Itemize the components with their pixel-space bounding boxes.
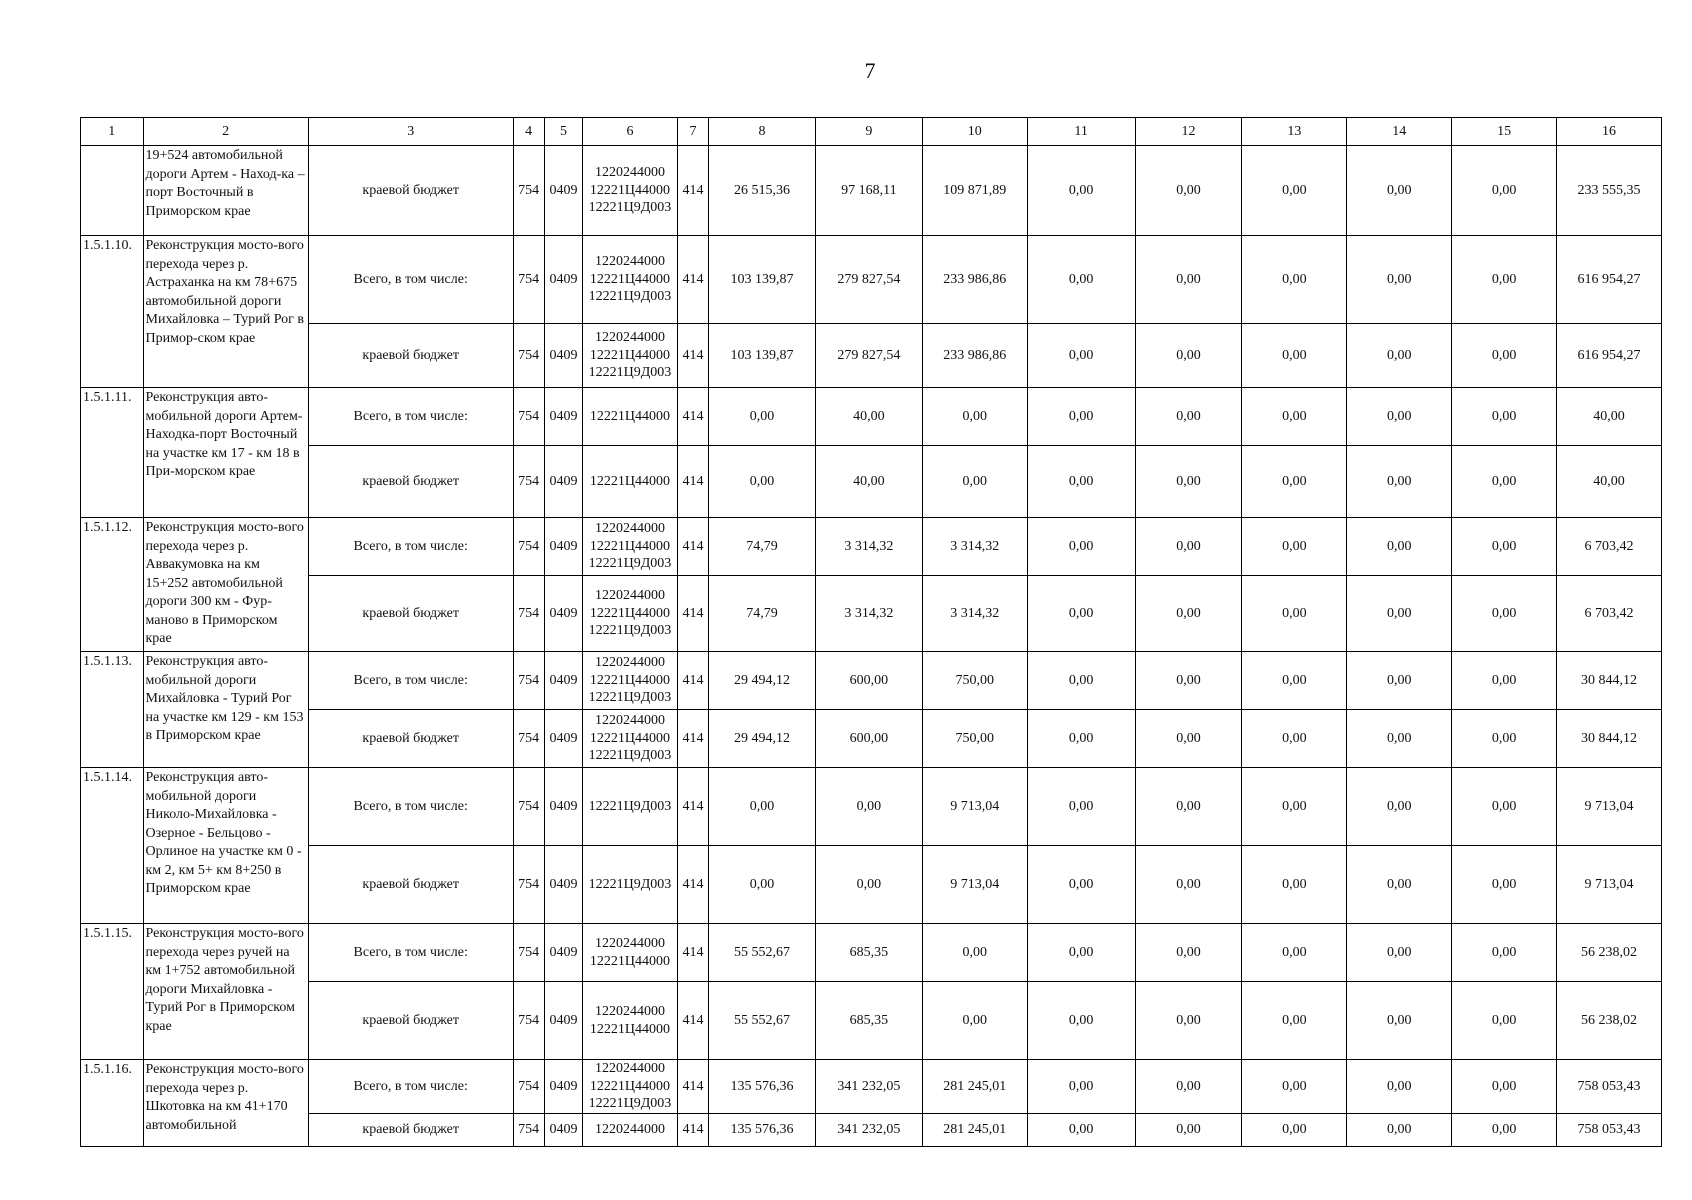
code-cell: 0409 [544,846,582,924]
value-cell: 0,00 [1452,1060,1557,1114]
kbk-cell [583,146,678,236]
funding-source: краевой бюджет [308,146,513,236]
column-header: 15 [1452,118,1557,146]
header-row [81,118,1662,146]
kbk-code: 12221Ц44000 [589,538,671,554]
table-row [81,768,1662,846]
kbk-cell [583,846,678,924]
table-row [81,924,1662,982]
code-cell: 754 [513,1113,544,1146]
value-cell: 29 494,12 [709,710,816,768]
kbk-code: 12221Ц44000 [589,347,671,363]
code-cell: 754 [513,446,544,518]
kbk-code: 12221Ц9Д003 [588,876,672,892]
value-cell: 0,00 [1027,768,1135,846]
value-cell: 0,00 [815,768,922,846]
item-name: Реконструкция авто-мобильной дороги Николо-Михайловка - Озерное - Бельцово - Орлиное на участке км 0 - км 2, км 5+ км 8+250 в Приморском крае [143,768,308,924]
table-row [81,146,1662,236]
code-cell: 754 [513,388,544,446]
code-cell: 754 [513,576,544,652]
value-cell: 0,00 [1135,236,1242,324]
value-cell: 0,00 [1347,324,1452,388]
item-name: Реконструкция мосто-вого перехода через р. Аввакумовка на км 15+252 автомобильной дороги 300 км - Фур-маново в Приморском крае [143,518,308,652]
column-header: 12 [1135,118,1242,146]
value-cell: 0,00 [709,768,816,846]
value-cell: 6 703,42 [1557,518,1662,576]
code-cell: 414 [677,1060,708,1114]
value-cell: 0,00 [1452,710,1557,768]
funding-source: краевой бюджет [308,710,513,768]
value-cell: 0,00 [1242,1113,1347,1146]
item-name: Реконструкция мосто-вого перехода через ручей на км 1+752 автомобильной дороги Михайловка - Турий Рог в Приморском крае [143,924,308,1060]
value-cell: 103 139,87 [709,236,816,324]
value-cell: 685,35 [815,924,922,982]
value-cell: 0,00 [1452,576,1557,652]
table-row [81,710,1662,768]
value-cell: 233 986,86 [922,324,1027,388]
kbk-code: 1220244000 [594,521,665,537]
value-cell: 40,00 [815,388,922,446]
code-cell: 0409 [544,982,582,1060]
kbk-code: 12221Ц9Д003 [588,798,672,814]
value-cell: 0,00 [1027,846,1135,924]
item-number: 1.5.1.12. [81,518,144,652]
value-cell: 616 954,27 [1557,236,1662,324]
value-cell: 0,00 [1242,446,1347,518]
code-cell: 0409 [544,324,582,388]
kbk-code: 1220244000 [594,1004,665,1019]
page-number: 7 [864,58,876,83]
value-cell: 0,00 [1347,652,1452,710]
value-cell: 0,00 [1135,652,1242,710]
kbk-code: 12221Ц44000 [589,1021,671,1037]
value-cell: 0,00 [1347,446,1452,518]
value-cell: 103 139,87 [709,324,816,388]
code-cell: 414 [677,768,708,846]
kbk-code: 12221Ц9Д003 [588,556,672,572]
value-cell: 3 314,32 [922,576,1027,652]
value-cell: 758 053,43 [1557,1113,1662,1146]
table-body [81,118,1662,1147]
value-cell: 0,00 [1027,1113,1135,1146]
value-cell: 341 232,05 [815,1113,922,1146]
value-cell: 9 713,04 [922,768,1027,846]
value-cell: 0,00 [1242,982,1347,1060]
column-header: 8 [709,118,816,146]
value-cell: 40,00 [1557,446,1662,518]
funding-source: краевой бюджет [308,446,513,518]
value-cell: 750,00 [922,710,1027,768]
item-number: 1.5.1.16. [81,1060,144,1147]
kbk-code: 1220244000 [594,330,665,346]
value-cell: 0,00 [1027,1060,1135,1114]
value-cell: 0,00 [922,446,1027,518]
table-row [81,388,1662,446]
value-cell: 341 232,05 [815,1060,922,1114]
kbk-cell [583,518,678,576]
item-number [81,146,144,236]
table-row [81,236,1662,324]
value-cell: 0,00 [709,846,816,924]
value-cell: 758 053,43 [1557,1060,1662,1114]
value-cell: 0,00 [1347,388,1452,446]
value-cell: 0,00 [815,846,922,924]
value-cell: 0,00 [1027,576,1135,652]
kbk-code: 1220244000 [594,588,665,604]
value-cell: 0,00 [1027,982,1135,1060]
value-cell: 0,00 [1452,1113,1557,1146]
value-cell: 3 314,32 [815,576,922,652]
kbk-code: 12221Ц44000 [589,1078,671,1094]
code-cell: 414 [677,710,708,768]
code-cell: 754 [513,924,544,982]
budget-table [80,117,1662,1147]
value-cell: 0,00 [1135,518,1242,576]
value-cell: 0,00 [1452,982,1557,1060]
kbk-code: 12221Ц44000 [589,605,671,621]
funding-source: краевой бюджет [308,982,513,1060]
kbk-code: 1220244000 [594,165,665,181]
code-cell: 0409 [544,1113,582,1146]
kbk-cell [583,324,678,388]
value-cell: 0,00 [1027,924,1135,982]
value-cell: 0,00 [1135,982,1242,1060]
value-cell: 0,00 [1347,1060,1452,1114]
code-cell: 0409 [544,652,582,710]
value-cell: 0,00 [1242,846,1347,924]
code-cell: 0409 [544,1060,582,1114]
kbk-cell [583,924,678,982]
value-cell: 0,00 [1242,924,1347,982]
column-header: 3 [308,118,513,146]
value-cell: 0,00 [1027,146,1135,236]
value-cell: 0,00 [1452,652,1557,710]
value-cell: 0,00 [1135,446,1242,518]
column-header: 14 [1347,118,1452,146]
funding-source: краевой бюджет [308,1113,513,1146]
funding-source: Всего, в том числе: [308,388,513,446]
kbk-code: 1220244000 [594,713,665,729]
kbk-cell [583,236,678,324]
code-cell: 414 [677,518,708,576]
value-cell: 9 713,04 [1557,768,1662,846]
value-cell: 0,00 [709,388,816,446]
item-number: 1.5.1.10. [81,236,144,388]
column-header: 4 [513,118,544,146]
value-cell: 0,00 [1242,1060,1347,1114]
value-cell: 0,00 [1027,518,1135,576]
column-header: 2 [143,118,308,146]
value-cell: 0,00 [1347,768,1452,846]
column-header: 9 [815,118,922,146]
value-cell: 0,00 [922,924,1027,982]
funding-source: Всего, в том числе: [308,652,513,710]
kbk-code: 12221Ц44000 [589,953,671,969]
value-cell: 0,00 [1347,518,1452,576]
kbk-cell [583,388,678,446]
kbk-code: 1220244000 [594,1061,665,1076]
value-cell: 685,35 [815,982,922,1060]
value-cell: 0,00 [1242,710,1347,768]
kbk-code: 12221Ц44000 [589,182,671,198]
item-name: Реконструкция мосто-вого перехода через р. Астраханка на км 78+675 автомобильной дороги Михайловка – Турий Рог в Примор-ском крае [143,236,308,388]
column-header: 13 [1242,118,1347,146]
value-cell: 0,00 [1027,236,1135,324]
code-cell: 414 [677,924,708,982]
value-cell: 40,00 [815,446,922,518]
code-cell: 0409 [544,576,582,652]
column-header: 11 [1027,118,1135,146]
value-cell: 0,00 [1347,846,1452,924]
kbk-code: 1220244000 [594,254,665,270]
value-cell: 600,00 [815,710,922,768]
code-cell: 0409 [544,446,582,518]
table-row [81,982,1662,1060]
funding-source: Всего, в том числе: [308,768,513,846]
value-cell: 74,79 [709,576,816,652]
funding-source: Всего, в том числе: [308,236,513,324]
item-number: 1.5.1.14. [81,768,144,924]
value-cell: 0,00 [1135,1060,1242,1114]
value-cell: 0,00 [1135,710,1242,768]
code-cell: 0409 [544,710,582,768]
value-cell: 0,00 [1242,146,1347,236]
value-cell: 0,00 [1452,518,1557,576]
kbk-code: 12221Ц44000 [589,271,671,287]
value-cell: 279 827,54 [815,236,922,324]
kbk-code: 1220244000 [594,936,665,951]
value-cell: 0,00 [1242,236,1347,324]
code-cell: 414 [677,324,708,388]
code-cell: 754 [513,324,544,388]
value-cell: 135 576,36 [709,1113,816,1146]
value-cell: 56 238,02 [1557,924,1662,982]
kbk-cell [583,768,678,846]
value-cell: 233 555,35 [1557,146,1662,236]
code-cell: 414 [677,982,708,1060]
value-cell: 97 168,11 [815,146,922,236]
funding-source: Всего, в том числе: [308,518,513,576]
column-header: 6 [583,118,678,146]
table-row [81,652,1662,710]
kbk-cell [583,1113,678,1146]
value-cell: 0,00 [1242,518,1347,576]
value-cell: 0,00 [1347,576,1452,652]
value-cell: 281 245,01 [922,1113,1027,1146]
table-row [81,846,1662,924]
code-cell: 754 [513,710,544,768]
column-header: 7 [677,118,708,146]
code-cell: 0409 [544,388,582,446]
funding-source: краевой бюджет [308,576,513,652]
value-cell: 0,00 [1452,324,1557,388]
kbk-code: 12221Ц44000 [589,730,671,746]
code-cell: 0409 [544,924,582,982]
code-cell: 0409 [544,146,582,236]
table-row [81,324,1662,388]
code-cell: 754 [513,982,544,1060]
value-cell: 600,00 [815,652,922,710]
value-cell: 0,00 [922,982,1027,1060]
item-name: Реконструкция мосто-вого перехода через р. Шкотовка на км 41+170 автомобильной [143,1060,308,1147]
value-cell: 0,00 [709,446,816,518]
code-cell: 754 [513,652,544,710]
value-cell: 0,00 [1027,710,1135,768]
value-cell: 9 713,04 [1557,846,1662,924]
value-cell: 0,00 [1027,324,1135,388]
item-number: 1.5.1.11. [81,388,144,518]
kbk-cell [583,710,678,768]
code-cell: 414 [677,388,708,446]
value-cell: 0,00 [1135,768,1242,846]
value-cell: 0,00 [1452,924,1557,982]
kbk-code: 12221Ц9Д003 [588,690,672,706]
kbk-code: 12221Ц44000 [589,672,671,688]
table-row [81,446,1662,518]
item-number: 1.5.1.15. [81,924,144,1060]
kbk-code: 1220244000 [594,1121,665,1137]
kbk-cell [583,652,678,710]
code-cell: 414 [677,146,708,236]
column-header: 1 [81,118,144,146]
value-cell: 0,00 [1452,236,1557,324]
value-cell: 0,00 [1135,846,1242,924]
value-cell: 0,00 [1242,768,1347,846]
kbk-code: 12221Ц9Д003 [588,365,672,381]
value-cell: 55 552,67 [709,924,816,982]
code-cell: 414 [677,446,708,518]
value-cell: 0,00 [922,388,1027,446]
kbk-cell [583,446,678,518]
value-cell: 30 844,12 [1557,710,1662,768]
value-cell: 0,00 [1135,146,1242,236]
funding-source: краевой бюджет [308,846,513,924]
value-cell: 0,00 [1242,652,1347,710]
value-cell: 3 314,32 [815,518,922,576]
value-cell: 0,00 [1135,576,1242,652]
value-cell: 9 713,04 [922,846,1027,924]
kbk-code: 1220244000 [594,655,665,671]
kbk-cell [583,576,678,652]
table-row [81,1060,1662,1114]
value-cell: 6 703,42 [1557,576,1662,652]
value-cell: 0,00 [1027,446,1135,518]
value-cell: 0,00 [1347,924,1452,982]
value-cell: 0,00 [1347,710,1452,768]
item-name: Реконструкция авто-мобильной дороги Артем-Находка-порт Восточный на участке км 17 - км 18 в При-морском крае [143,388,308,518]
kbk-code: 12221Ц9Д003 [588,748,672,764]
value-cell: 74,79 [709,518,816,576]
column-header: 5 [544,118,582,146]
code-cell: 414 [677,576,708,652]
value-cell: 0,00 [1452,846,1557,924]
value-cell: 30 844,12 [1557,652,1662,710]
table-row [81,576,1662,652]
value-cell: 0,00 [1135,388,1242,446]
funding-source: Всего, в том числе: [308,924,513,982]
column-header: 16 [1557,118,1662,146]
value-cell: 279 827,54 [815,324,922,388]
value-cell: 233 986,86 [922,236,1027,324]
kbk-code: 12221Ц9Д003 [588,200,672,216]
code-cell: 0409 [544,518,582,576]
code-cell: 414 [677,652,708,710]
code-cell: 0409 [544,236,582,324]
value-cell: 0,00 [1027,388,1135,446]
value-cell: 109 871,89 [922,146,1027,236]
code-cell: 754 [513,1060,544,1114]
value-cell: 0,00 [1347,982,1452,1060]
funding-source: краевой бюджет [308,324,513,388]
value-cell: 0,00 [1452,768,1557,846]
kbk-code: 12221Ц9Д003 [588,289,672,305]
value-cell: 0,00 [1135,1113,1242,1146]
kbk-cell [583,982,678,1060]
table-row [81,518,1662,576]
code-cell: 754 [513,236,544,324]
table-row [81,1113,1662,1146]
value-cell: 0,00 [1242,324,1347,388]
value-cell: 0,00 [1347,1113,1452,1146]
kbk-cell [583,1060,678,1114]
kbk-code: 12221Ц9Д003 [588,623,672,639]
value-cell: 281 245,01 [922,1060,1027,1114]
value-cell: 56 238,02 [1557,982,1662,1060]
value-cell: 0,00 [1452,388,1557,446]
value-cell: 135 576,36 [709,1060,816,1114]
value-cell: 55 552,67 [709,982,816,1060]
value-cell: 3 314,32 [922,518,1027,576]
item-name: 19+524 автомобильной дороги Артем - Наход-ка – порт Восточный в Приморском крае [143,146,308,236]
kbk-code: 12221Ц44000 [589,473,671,489]
value-cell: 40,00 [1557,388,1662,446]
value-cell: 0,00 [1135,924,1242,982]
value-cell: 750,00 [922,652,1027,710]
column-header: 10 [922,118,1027,146]
value-cell: 0,00 [1347,146,1452,236]
code-cell: 414 [677,236,708,324]
value-cell: 616 954,27 [1557,324,1662,388]
funding-source: Всего, в том числе: [308,1060,513,1114]
value-cell: 0,00 [1347,236,1452,324]
value-cell: 0,00 [1242,388,1347,446]
value-cell: 26 515,36 [709,146,816,236]
value-cell: 0,00 [1452,446,1557,518]
item-name: Реконструкция авто-мобильной дороги Михайловка - Турий Рог на участке км 129 - км 153 в Приморском крае [143,652,308,768]
kbk-code: 12221Ц44000 [589,408,671,424]
value-cell: 0,00 [1027,652,1135,710]
value-cell: 0,00 [1135,324,1242,388]
value-cell: 0,00 [1242,576,1347,652]
code-cell: 0409 [544,768,582,846]
kbk-code: 12221Ц9Д003 [588,1096,672,1111]
code-cell: 754 [513,146,544,236]
code-cell: 754 [513,518,544,576]
item-number: 1.5.1.13. [81,652,144,768]
code-cell: 754 [513,846,544,924]
value-cell: 0,00 [1452,146,1557,236]
value-cell: 29 494,12 [709,652,816,710]
code-cell: 414 [677,846,708,924]
code-cell: 754 [513,768,544,846]
code-cell: 414 [677,1113,708,1146]
